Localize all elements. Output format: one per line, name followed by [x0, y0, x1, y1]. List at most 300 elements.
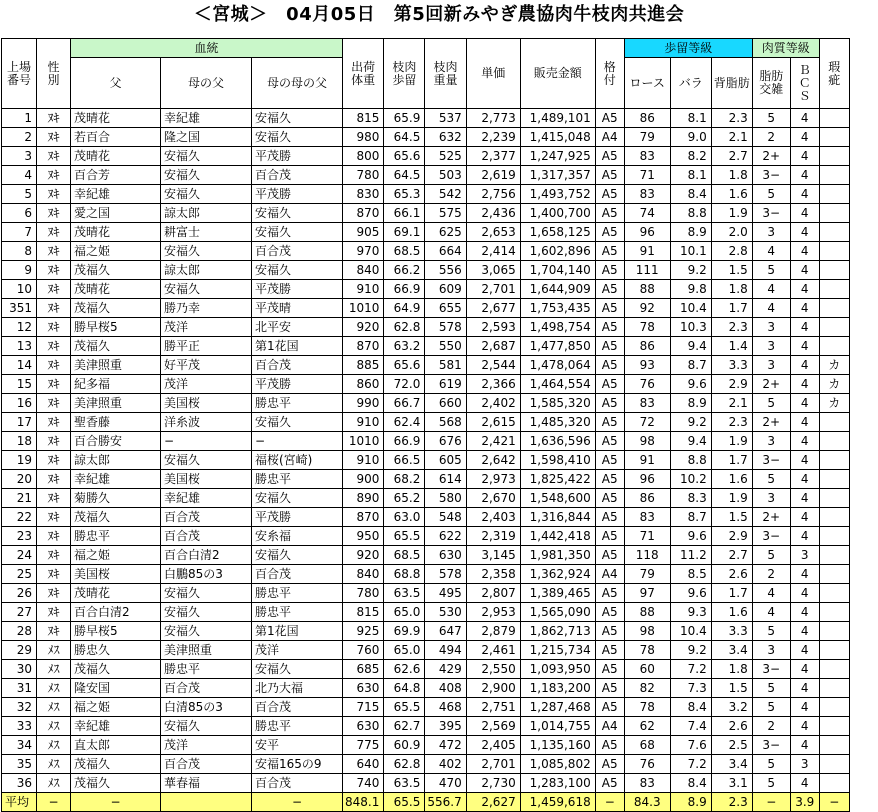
cell-sale-amount: 1,658,125: [520, 223, 595, 242]
cell-sex: ﾇｷ: [37, 565, 71, 584]
cell-lot-no: 17: [2, 413, 37, 432]
page-title: ＜宮城＞ 04月05日 第5回新みやぎ農協肉牛枝肉共進会: [193, 4, 685, 25]
cell-rib: 8.1: [670, 109, 711, 128]
cell-defect: [819, 774, 849, 793]
cell-unit-price: 2,544: [466, 356, 520, 375]
cell-lot-no: 26: [2, 584, 37, 603]
cell-sale-amount: 1,565,090: [520, 603, 595, 622]
cell-sale-amount: 1,602,896: [520, 242, 595, 261]
cell-sale-amount: 1,485,320: [520, 413, 595, 432]
cell-lot-no: 28: [2, 622, 37, 641]
cell-live-weight: 775: [343, 736, 384, 755]
cell-loin: 74: [624, 204, 670, 223]
cell-dam-sire: 白鵬85の3: [161, 565, 252, 584]
cell-unit-price: 2,403: [466, 508, 520, 527]
cell-carcass-weight: 468: [425, 698, 466, 717]
table-row: [2, 299, 850, 318]
cell-carcass-weight: 470: [425, 774, 466, 793]
cell-defect: [819, 755, 849, 774]
cell-yield-pct: 66.1: [384, 204, 425, 223]
cell-live-weight: 1010: [343, 299, 384, 318]
cell-dam-sire: 勝平正: [161, 337, 252, 356]
cell-yield-pct: 68.8: [384, 565, 425, 584]
cell-rib: 8.2: [670, 147, 711, 166]
cell-yield-pct: 69.1: [384, 223, 425, 242]
header-bloodline: 血統: [71, 39, 343, 58]
cell-dam-dam-sire: 百合茂: [252, 166, 343, 185]
table-row: [2, 128, 850, 147]
cell-dam-dam-sire: 第1花国: [252, 622, 343, 641]
cell-lot-no: 9: [2, 261, 37, 280]
cell-sale-amount: 1,498,754: [520, 318, 595, 337]
cell-unit-price: 2,619: [466, 166, 520, 185]
cell-bcs: 4: [790, 679, 819, 698]
cell-lot-no: 1: [2, 109, 37, 128]
cell-dam-sire: 美国桜: [161, 470, 252, 489]
table-row: [2, 223, 850, 242]
cell-grade: A5: [595, 774, 624, 793]
cell-sire: 茂晴花: [71, 584, 161, 603]
cell-yield-pct: 68.5: [384, 242, 425, 261]
cell-back-fat: 2.3: [711, 318, 752, 337]
cell-rib: 7.2: [670, 755, 711, 774]
cell-sale-amount: 1,636,596: [520, 432, 595, 451]
cell-dam-dam-sire: 勝忠平: [252, 470, 343, 489]
cell-loin: 62: [624, 717, 670, 736]
cell-sale-amount: 1,283,100: [520, 774, 595, 793]
cell-yield-pct: 65.0: [384, 603, 425, 622]
cell-unit-price: 2,593: [466, 318, 520, 337]
cell-sire: 茂晴花: [71, 223, 161, 242]
avg-cell-lot-no: 平均: [2, 793, 37, 812]
cell-carcass-weight: 630: [425, 546, 466, 565]
cell-back-fat: 1.5: [711, 261, 752, 280]
table-row: [2, 375, 850, 394]
cell-live-weight: 640: [343, 755, 384, 774]
cell-defect: [819, 242, 849, 261]
cell-back-fat: 2.7: [711, 147, 752, 166]
cell-grade: A5: [595, 204, 624, 223]
cell-live-weight: 830: [343, 185, 384, 204]
cell-dam-sire: −: [161, 432, 252, 451]
cell-dam-dam-sire: 安福165の9: [252, 755, 343, 774]
cell-grade: A4: [595, 128, 624, 147]
cell-sire: 菊勝久: [71, 489, 161, 508]
cell-back-fat: 2.5: [711, 736, 752, 755]
cell-sex: ﾒｽ: [37, 717, 71, 736]
avg-cell-live-weight: 848.1: [343, 793, 384, 812]
cell-loin: 88: [624, 280, 670, 299]
cell-dam-dam-sire: 安福久: [252, 660, 343, 679]
cell-sale-amount: 1,247,925: [520, 147, 595, 166]
cell-marbling: 2+: [752, 413, 790, 432]
cell-sire: 幸紀雄: [71, 717, 161, 736]
cell-defect: [819, 698, 849, 717]
cell-carcass-weight: 625: [425, 223, 466, 242]
cell-dam-dam-sire: 北平安: [252, 318, 343, 337]
cell-dam-sire: 好平茂: [161, 356, 252, 375]
cell-sex: ﾇｷ: [37, 337, 71, 356]
cell-marbling: 3: [752, 318, 790, 337]
cell-yield-pct: 65.6: [384, 356, 425, 375]
cell-rib: 7.2: [670, 660, 711, 679]
cell-sale-amount: 1,753,435: [520, 299, 595, 318]
cell-sale-amount: 1,489,101: [520, 109, 595, 128]
cell-lot-no: 21: [2, 489, 37, 508]
cell-sex: ﾇｷ: [37, 470, 71, 489]
cell-loin: 111: [624, 261, 670, 280]
cell-rib: 8.3: [670, 489, 711, 508]
cell-rib: 10.2: [670, 470, 711, 489]
cell-unit-price: 2,670: [466, 489, 520, 508]
cell-marbling: 3: [752, 337, 790, 356]
cell-grade: A5: [595, 622, 624, 641]
cell-sex: ﾇｷ: [37, 185, 71, 204]
cell-defect: [819, 166, 849, 185]
cell-grade: A5: [595, 489, 624, 508]
cell-grade: A5: [595, 432, 624, 451]
cell-loin: 83: [624, 185, 670, 204]
cell-dam-dam-sire: 百合茂: [252, 698, 343, 717]
cell-live-weight: 630: [343, 717, 384, 736]
cell-sex: ﾒｽ: [37, 641, 71, 660]
cell-carcass-weight: 530: [425, 603, 466, 622]
cell-back-fat: 2.9: [711, 375, 752, 394]
cell-dam-dam-sire: 百合茂: [252, 774, 343, 793]
cell-live-weight: 950: [343, 527, 384, 546]
cell-sex: ﾇｷ: [37, 622, 71, 641]
cell-sire: 福之姫: [71, 698, 161, 717]
cell-grade: A5: [595, 109, 624, 128]
cell-yield-pct: 63.2: [384, 337, 425, 356]
cell-sire: 若百合: [71, 128, 161, 147]
cell-loin: 93: [624, 356, 670, 375]
cell-unit-price: 2,751: [466, 698, 520, 717]
cell-dam-dam-sire: 福桜(宮崎): [252, 451, 343, 470]
cell-dam-dam-sire: 茂洋: [252, 641, 343, 660]
cell-carcass-weight: 655: [425, 299, 466, 318]
cell-dam-sire: 百合茂: [161, 679, 252, 698]
cell-unit-price: 2,402: [466, 394, 520, 413]
cell-carcass-weight: 632: [425, 128, 466, 147]
cell-unit-price: 2,319: [466, 527, 520, 546]
cell-sex: ﾇｷ: [37, 204, 71, 223]
cell-dam-sire: 華春福: [161, 774, 252, 793]
cell-back-fat: 3.2: [711, 698, 752, 717]
cell-back-fat: 3.3: [711, 622, 752, 641]
cell-marbling: 2+: [752, 147, 790, 166]
header-unit-price: 単価: [466, 39, 520, 109]
cell-dam-sire: 安福久: [161, 584, 252, 603]
avg-cell-carcass-weight: 556.7: [425, 793, 466, 812]
cell-sire: 百合白清2: [71, 603, 161, 622]
cell-carcass-weight: 578: [425, 318, 466, 337]
cell-loin: 78: [624, 318, 670, 337]
cell-dam-dam-sire: 平茂勝: [252, 508, 343, 527]
cell-loin: 96: [624, 223, 670, 242]
cell-sire: 茂福久: [71, 508, 161, 527]
cell-grade: A5: [595, 299, 624, 318]
header-dam-sire: 母の父: [161, 58, 252, 109]
cell-defect: [819, 337, 849, 356]
cell-rib: 9.6: [670, 584, 711, 603]
cell-live-weight: 890: [343, 489, 384, 508]
cell-dam-sire: 白清85の3: [161, 698, 252, 717]
cell-marbling: 2+: [752, 508, 790, 527]
cell-carcass-weight: 605: [425, 451, 466, 470]
cell-yield-pct: 65.5: [384, 527, 425, 546]
cell-yield-pct: 65.3: [384, 185, 425, 204]
cell-dam-dam-sire: 百合茂: [252, 356, 343, 375]
cell-lot-no: 29: [2, 641, 37, 660]
cell-back-fat: 2.3: [711, 413, 752, 432]
avg-cell-dam-dam-sire: −: [252, 793, 343, 812]
table-header: [2, 39, 850, 109]
cell-marbling: 4: [752, 584, 790, 603]
cell-bcs: 4: [790, 603, 819, 622]
cell-carcass-weight: 619: [425, 375, 466, 394]
cell-dam-dam-sire: 安福久: [252, 128, 343, 147]
table-row: [2, 185, 850, 204]
cell-bcs: 4: [790, 432, 819, 451]
cell-sex: ﾇｷ: [37, 166, 71, 185]
cell-bcs: 4: [790, 280, 819, 299]
cell-grade: A5: [595, 698, 624, 717]
cell-carcass-weight: 676: [425, 432, 466, 451]
cell-unit-price: 2,701: [466, 755, 520, 774]
cell-dam-dam-sire: 平茂勝: [252, 185, 343, 204]
cell-carcass-weight: 472: [425, 736, 466, 755]
cell-yield-pct: 64.8: [384, 679, 425, 698]
cell-yield-pct: 66.2: [384, 261, 425, 280]
cell-loin: 92: [624, 299, 670, 318]
cell-grade: A5: [595, 603, 624, 622]
cell-dam-sire: 安福久: [161, 622, 252, 641]
cell-rib: 8.4: [670, 698, 711, 717]
cell-sire: 茂晴花: [71, 109, 161, 128]
cell-loin: 83: [624, 394, 670, 413]
header-rib: バラ: [670, 58, 711, 109]
cell-unit-price: 2,358: [466, 565, 520, 584]
cell-grade: A5: [595, 318, 624, 337]
cell-bcs: 4: [790, 508, 819, 527]
cell-back-fat: 2.1: [711, 394, 752, 413]
cell-sale-amount: 1,442,418: [520, 527, 595, 546]
cell-sex: ﾇｷ: [37, 375, 71, 394]
cell-defect: [819, 584, 849, 603]
table-row: [2, 204, 850, 223]
cell-sire: 直太郎: [71, 736, 161, 755]
cell-bcs: 4: [790, 147, 819, 166]
cell-unit-price: 3,145: [466, 546, 520, 565]
cell-rib: 8.1: [670, 166, 711, 185]
cell-live-weight: 870: [343, 337, 384, 356]
cell-sale-amount: 1,316,844: [520, 508, 595, 527]
cell-live-weight: 900: [343, 470, 384, 489]
cell-dam-sire: 安福久: [161, 185, 252, 204]
cell-back-fat: 1.8: [711, 660, 752, 679]
cell-lot-no: 31: [2, 679, 37, 698]
cell-loin: 86: [624, 337, 670, 356]
cell-bcs: 4: [790, 717, 819, 736]
average-row: [2, 793, 850, 812]
cell-bcs: 4: [790, 109, 819, 128]
cell-marbling: 3: [752, 432, 790, 451]
cell-lot-no: 351: [2, 299, 37, 318]
cell-unit-price: 2,436: [466, 204, 520, 223]
cell-defect: [819, 223, 849, 242]
cell-marbling: 5: [752, 109, 790, 128]
cell-rib: 7.6: [670, 736, 711, 755]
cell-rib: 8.4: [670, 185, 711, 204]
cell-grade: A5: [595, 185, 624, 204]
cell-unit-price: 2,701: [466, 280, 520, 299]
cell-defect: [819, 261, 849, 280]
cell-lot-no: 27: [2, 603, 37, 622]
cell-rib: 9.2: [670, 413, 711, 432]
cell-unit-price: 2,414: [466, 242, 520, 261]
cell-dam-dam-sire: 平茂勝: [252, 147, 343, 166]
cell-bcs: 4: [790, 622, 819, 641]
cell-sale-amount: 1,085,802: [520, 755, 595, 774]
cell-sire: 隆安国: [71, 679, 161, 698]
cell-dam-sire: 幸紀雄: [161, 489, 252, 508]
cell-sire: 茂福久: [71, 261, 161, 280]
header-loin: ロース: [624, 58, 670, 109]
cell-grade: A5: [595, 508, 624, 527]
cell-rib: 8.9: [670, 394, 711, 413]
cell-back-fat: 1.5: [711, 508, 752, 527]
cell-sale-amount: 1,862,713: [520, 622, 595, 641]
cell-sire: 美国桜: [71, 565, 161, 584]
cell-sale-amount: 1,704,140: [520, 261, 595, 280]
cell-marbling: 4: [752, 242, 790, 261]
cell-sex: ﾇｷ: [37, 356, 71, 375]
cell-dam-dam-sire: 安福久: [252, 489, 343, 508]
cell-back-fat: 1.4: [711, 337, 752, 356]
cell-carcass-weight: 542: [425, 185, 466, 204]
cell-sex: ﾇｷ: [37, 584, 71, 603]
cell-sale-amount: 1,478,064: [520, 356, 595, 375]
cell-carcass-weight: 580: [425, 489, 466, 508]
cell-sex: ﾇｷ: [37, 109, 71, 128]
cell-defect: [819, 280, 849, 299]
cell-sex: ﾇｷ: [37, 147, 71, 166]
table-row: [2, 603, 850, 622]
cell-rib: 8.5: [670, 565, 711, 584]
header-quality-grade: 肉質等級: [752, 39, 819, 58]
cell-rib: 10.3: [670, 318, 711, 337]
header-sex: 性 別: [37, 39, 71, 109]
cell-loin: 83: [624, 774, 670, 793]
cell-loin: 71: [624, 166, 670, 185]
cell-yield-pct: 68.2: [384, 470, 425, 489]
cell-bcs: 4: [790, 375, 819, 394]
cell-marbling: 5: [752, 470, 790, 489]
cell-carcass-weight: 614: [425, 470, 466, 489]
cell-sex: ﾇｷ: [37, 451, 71, 470]
cell-carcass-weight: 495: [425, 584, 466, 603]
cell-sire: 勝早桜5: [71, 318, 161, 337]
cell-defect: [819, 527, 849, 546]
cell-defect: [819, 660, 849, 679]
table-row: [2, 356, 850, 375]
cell-lot-no: 22: [2, 508, 37, 527]
table-row: [2, 280, 850, 299]
cell-dam-dam-sire: 勝忠平: [252, 603, 343, 622]
cell-sire: 諒太郎: [71, 451, 161, 470]
cell-grade: A4: [595, 717, 624, 736]
cell-marbling: 5: [752, 546, 790, 565]
cell-back-fat: 1.9: [711, 204, 752, 223]
cell-back-fat: 2.6: [711, 717, 752, 736]
cell-grade: A5: [595, 280, 624, 299]
cell-unit-price: 2,773: [466, 109, 520, 128]
cell-live-weight: 870: [343, 508, 384, 527]
cell-bcs: 4: [790, 185, 819, 204]
table-row: [2, 546, 850, 565]
cell-dam-dam-sire: 勝忠平: [252, 394, 343, 413]
cell-carcass-weight: 568: [425, 413, 466, 432]
cell-back-fat: 3.4: [711, 755, 752, 774]
cell-defect: [819, 318, 849, 337]
cell-grade: A5: [595, 147, 624, 166]
cell-sale-amount: 1,644,909: [520, 280, 595, 299]
cell-yield-pct: 63.5: [384, 774, 425, 793]
cell-carcass-weight: 408: [425, 679, 466, 698]
header-dam-dam-sire: 母の母の父: [252, 58, 343, 109]
cell-rib: 8.7: [670, 356, 711, 375]
table-row: [2, 451, 850, 470]
cell-unit-price: 2,461: [466, 641, 520, 660]
cell-marbling: 5: [752, 185, 790, 204]
cell-yield-pct: 66.9: [384, 280, 425, 299]
header-sale-amount: 販売金額: [520, 39, 595, 109]
cell-loin: 82: [624, 679, 670, 698]
table-row: [2, 622, 850, 641]
cell-defect: [819, 622, 849, 641]
cell-marbling: 2: [752, 717, 790, 736]
cell-live-weight: 800: [343, 147, 384, 166]
cell-sire: 茂晴花: [71, 147, 161, 166]
cell-bcs: 4: [790, 394, 819, 413]
cell-unit-price: 2,569: [466, 717, 520, 736]
cell-lot-no: 14: [2, 356, 37, 375]
table-row: [2, 717, 850, 736]
table-row: [2, 527, 850, 546]
header-lot-no: 上場 番号: [2, 39, 37, 109]
cell-live-weight: 910: [343, 413, 384, 432]
cell-sale-amount: 1,825,422: [520, 470, 595, 489]
cell-back-fat: 1.6: [711, 470, 752, 489]
cell-rib: 9.0: [670, 128, 711, 147]
cell-sex: ﾇｷ: [37, 489, 71, 508]
cell-sale-amount: 1,362,924: [520, 565, 595, 584]
cell-back-fat: 1.8: [711, 166, 752, 185]
cell-carcass-weight: 395: [425, 717, 466, 736]
cell-sire: 紀多福: [71, 375, 161, 394]
cell-carcass-weight: 622: [425, 527, 466, 546]
results-table: [1, 38, 850, 812]
cell-carcass-weight: 660: [425, 394, 466, 413]
cell-grade: A5: [595, 394, 624, 413]
table-row: [2, 736, 850, 755]
cell-sex: ﾇｷ: [37, 223, 71, 242]
table-row: [2, 565, 850, 584]
cell-sale-amount: 1,493,752: [520, 185, 595, 204]
cell-grade: A5: [595, 223, 624, 242]
cell-live-weight: 905: [343, 223, 384, 242]
